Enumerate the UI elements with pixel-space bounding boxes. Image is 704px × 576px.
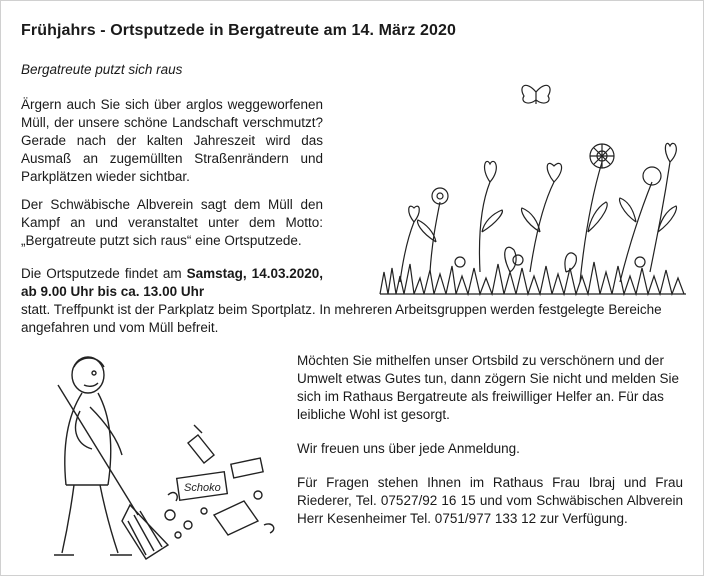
date-bold: Samstag, 14.03.2020, ab 9.00 Uhr bis ca. 13.00 Uhr xyxy=(21,266,323,299)
page-title: Frühjahrs - Ortsputzede in Bergatreute am 14. März 2020 xyxy=(21,22,456,39)
paragraph-help: Möchten Sie mithelfen unser Ortsbild zu verschönern und der Umwelt etwas Gutes tun, dann zögern Sie nicht und melden Sie sich im Rathaus Bergatreute als freiwilliger Helfer an. Für das leibliche Wohl ist gesorgt. xyxy=(297,353,679,422)
paragraph-contacts: Für Fragen stehen Ihnen im Rathaus Frau Ibraj und Frau Riederer, Tel. 07527/92 16 15 und vom Schwäbischen Albverein Herr Kesenheimer Tel. 0751/977 133 12 zur Verfügung. xyxy=(297,475,683,526)
paragraph-meeting-point: statt. Treffpunkt ist der Parkplatz beim Sportplatz. In mehreren Arbeitsgruppen werden festgelegte Bereiche angefahren und vom Müll befreit. xyxy=(21,302,662,335)
paragraph-intro: Ärgern auch Sie sich über arglos weggeworfenen Müll, der unsere schöne Landschaft verschmutzt? Gerade nach der kalten Jahreszeit wird das Ausmaß an zugemüllten Straßenrändern und Parkplätzen wieder sichtbar. xyxy=(21,97,323,184)
flowers-illustration-icon xyxy=(340,72,690,298)
date-lead: Die Ortsputzede findet am xyxy=(21,266,187,281)
paragraph-date xyxy=(21,265,323,301)
sweeping-man-illustration-icon xyxy=(18,345,298,570)
trash-label: Schoko xyxy=(184,482,221,494)
paragraph-motto: Der Schwäbische Albverein sagt dem Müll den Kampf an und veranstaltet unter dem Motto: „Bergatreute putzt sich raus“ eine Ortsputzede. xyxy=(21,197,323,248)
paragraph-thanks: Wir freuen uns über jede Anmeldung. xyxy=(297,441,520,456)
subtitle: Bergatreute putzt sich raus xyxy=(21,62,183,77)
